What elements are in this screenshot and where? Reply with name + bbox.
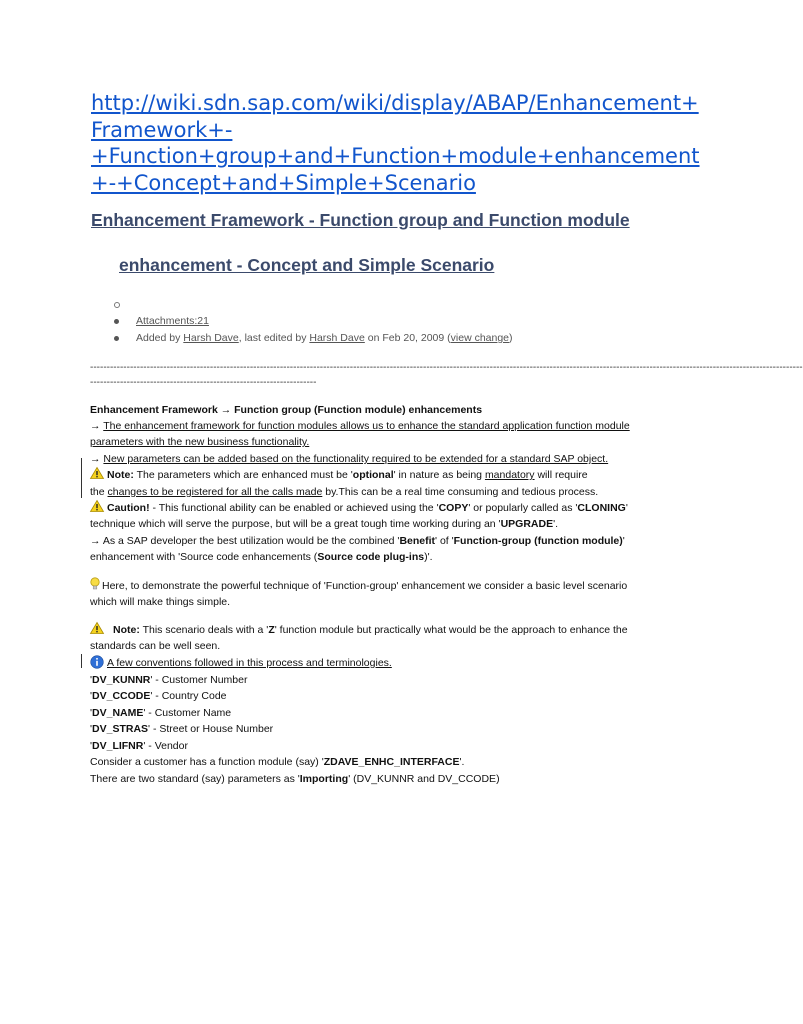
note-text: the: [90, 486, 108, 498]
demo-line-2: which will make things simple.: [90, 596, 231, 608]
warning-icon: [90, 622, 104, 634]
separator-line: ----------------------------------------------------------------------------------------------------------------------------------------------------------------------------------------------------------------------: [90, 362, 803, 373]
info-icon: [90, 655, 104, 669]
convention-code: DV_CCODE: [92, 690, 151, 702]
benefit-line-1: [90, 533, 625, 550]
point-2-text: New parameters can be added based on the functionality required to be extended for a standard SAP object.: [103, 453, 609, 465]
convention-row: 'DV_KUNNR' - Customer Number: [90, 674, 248, 686]
convention-description: Street or House Number: [159, 723, 274, 735]
z-keyword: Z: [268, 624, 275, 636]
added-by-label: Added by: [136, 332, 184, 344]
convention-description: Country Code: [161, 690, 227, 702]
caution-text: - This functional ability can be enabled or achieved using the ': [149, 502, 439, 514]
convention-separator: ' -: [150, 690, 162, 702]
note-text: will require: [534, 469, 588, 481]
conventions-heading: [90, 655, 392, 672]
convention-row: 'DV_STRAS' - Street or House Number: [90, 723, 274, 735]
note-line-2: [90, 484, 598, 501]
empty-bullet: [110, 296, 513, 313]
importing-keyword: Importing: [299, 773, 349, 785]
caution-line-1: [90, 500, 628, 517]
page-metadata-list: [110, 296, 513, 347]
edit-date: on Feb 20, 2009 (: [364, 332, 451, 344]
consider-text: Consider a customer has a function module (say) ': [90, 756, 324, 768]
convention-row: 'DV_LIFNR' - Vendor: [90, 740, 188, 752]
copy-keyword: COPY: [438, 502, 469, 514]
separator-line-short: --------------------------------------------------------------------: [90, 377, 317, 388]
note-text: This scenario deals with a ': [139, 624, 269, 636]
plugins-keyword: Source code plug-ins: [317, 551, 425, 563]
page-title-line-2: enhancement - Concept and Simple Scenario: [119, 255, 495, 275]
url-line-3[interactable]: +Function+group+and+Function+module+enhancement: [91, 144, 700, 168]
note2-line-1: [90, 622, 628, 639]
note-text: The parameters which are enhanced must be ': [133, 469, 353, 481]
change-marker-bar: [81, 458, 82, 498]
convention-separator: ' -: [143, 707, 155, 719]
attachments-link[interactable]: Attachments:21: [136, 315, 209, 327]
author-link[interactable]: Harsh Dave: [183, 332, 239, 344]
demo-text: Here, to demonstrate the powerful technique of 'Function-group' enhancement we consider a basic level scenario: [102, 580, 628, 592]
note-label: Note:: [107, 469, 134, 481]
caution-line-2: [90, 516, 558, 533]
point-1-text: The enhancement framework for function modules allows us to enhance the standard application function module: [103, 420, 630, 432]
optional-keyword: optional: [352, 469, 394, 481]
convention-code: DV_NAME: [92, 707, 144, 719]
lightbulb-icon: [90, 577, 100, 591]
source-url-link[interactable]: [91, 90, 700, 196]
arrow-glyph: →: [90, 453, 104, 465]
caution-label: Caution!: [107, 502, 150, 514]
convention-code: DV_KUNNR: [92, 674, 151, 686]
editor-link[interactable]: Harsh Dave: [309, 332, 365, 344]
benefit-text: )'.: [424, 551, 433, 563]
page-title-line-1: Enhancement Framework - Function group and Function module: [91, 210, 630, 230]
benefit-text: enhancement with 'Source code enhancements (: [90, 551, 318, 563]
arrow-glyph: →: [90, 535, 103, 547]
benefit-line-2: [90, 549, 433, 566]
attachments-item: [110, 313, 513, 330]
benefit-keyword: Benefit: [399, 535, 436, 547]
caution-text: technique which will serve the purpose, but will be a great tough time working during an ': [90, 518, 501, 530]
benefit-text: As a SAP developer the best utilization would be the combined ': [102, 535, 400, 547]
note-line-1: [90, 467, 588, 484]
url-line-1[interactable]: http://wiki.sdn.sap.com/wiki/display/ABAP/Enhancement+: [91, 91, 699, 115]
importing-text: ' (DV_KUNNR and DV_CCODE): [348, 773, 500, 785]
note-text: ' in nature as being: [393, 469, 485, 481]
note-text: by.This can be a real time consuming and tedious process.: [322, 486, 599, 498]
point-1-line-2: parameters with the new business functionality.: [90, 436, 310, 448]
function-group-keyword: Function-group (function module): [453, 535, 623, 547]
conventions-text: A few conventions followed in this process and terminologies.: [107, 657, 392, 669]
convention-description: Customer Number: [161, 674, 248, 686]
benefit-text: ': [622, 535, 625, 547]
change-marker-bar: [81, 654, 82, 668]
convention-separator: ' -: [143, 740, 155, 752]
author-item: [110, 330, 513, 347]
caution-text: ': [625, 502, 628, 514]
warning-icon: [90, 467, 104, 479]
convention-description: Vendor: [154, 740, 188, 752]
point-1-line-1: [90, 418, 630, 435]
note-text: ' function module but practically what would be the approach to enhance the: [274, 624, 628, 636]
convention-row: 'DV_NAME' - Customer Name: [90, 707, 232, 719]
url-line-2[interactable]: Framework+-: [91, 117, 233, 142]
section-heading: Enhancement Framework → Function group (Function module) enhancements: [90, 404, 483, 416]
view-change-link[interactable]: view change: [450, 332, 510, 344]
convention-code: DV_LIFNR: [92, 740, 144, 752]
convention-separator: ' -: [150, 674, 162, 686]
note2-line-2: standards can be well seen.: [90, 640, 221, 652]
importing-line: [90, 771, 500, 788]
note-label: Note:: [113, 624, 140, 636]
benefit-text: ' of ': [435, 535, 454, 547]
consider-line: [90, 754, 464, 771]
consider-text: '.: [459, 756, 465, 768]
convention-row: 'DV_CCODE' - Country Code: [90, 690, 227, 702]
importing-text: There are two standard (say) parameters as ': [90, 773, 300, 785]
convention-code: DV_STRAS: [92, 723, 149, 735]
close-paren: ): [509, 332, 513, 344]
upgrade-keyword: UPGRADE: [500, 518, 554, 530]
demo-line-1: [90, 577, 627, 595]
url-line-4[interactable]: +-+Concept+and+Simple+Scenario: [91, 170, 476, 195]
warning-icon: [90, 500, 104, 512]
point-2: [90, 451, 608, 468]
last-edited-label: , last edited by: [238, 332, 310, 344]
arrow-glyph: →: [90, 420, 104, 432]
cloning-keyword: CLONING: [577, 502, 626, 514]
caution-text: ' or popularly called as ': [468, 502, 578, 514]
convention-description: Customer Name: [154, 707, 232, 719]
function-module-name: ZDAVE_ENHC_INTERFACE: [323, 756, 460, 768]
caution-text: '.: [553, 518, 559, 530]
note-underlined-text: changes to be registered for all the calls made: [107, 486, 323, 498]
convention-separator: ' -: [148, 723, 160, 735]
mandatory-keyword: mandatory: [484, 469, 535, 481]
